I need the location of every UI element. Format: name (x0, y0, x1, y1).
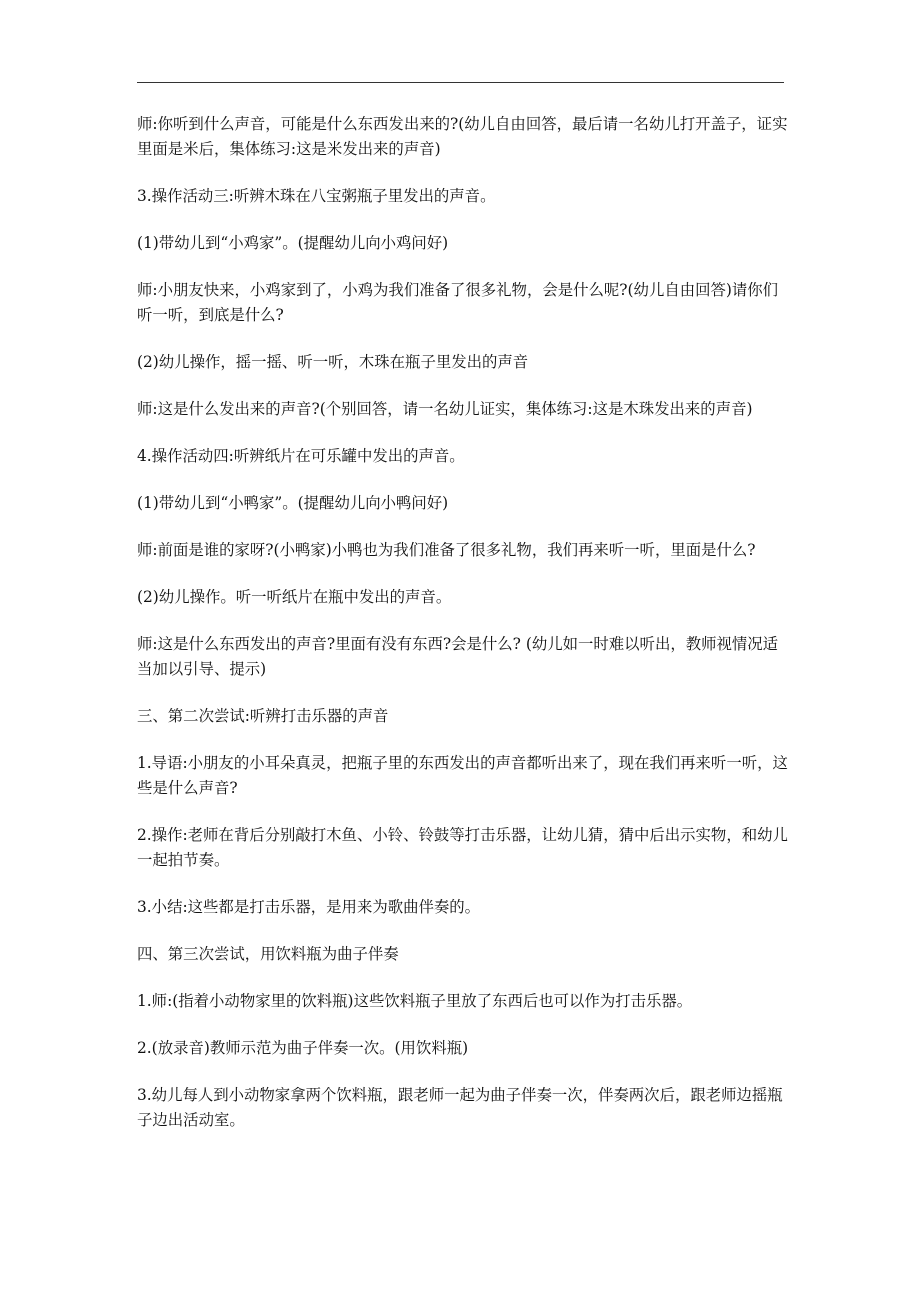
paragraph: 师:你听到什么声音，可能是什么东西发出来的?(幼儿自由回答，最后请一名幼儿打开盖子，证实里面是米后，集体练习:这是米发出来的声音) (137, 115, 788, 158)
paragraph: 2.操作:老师在背后分别敲打木鱼、小铃、铃鼓等打击乐器，让幼儿猜，猜中后出示实物，和幼儿一起拍节奏。 (137, 826, 788, 869)
paragraph: (2)幼儿操作，摇一摇、听一听，木珠在瓶子里发出的声音 (137, 353, 529, 371)
paragraph: 3.操作活动三:听辨木珠在八宝粥瓶子里发出的声音。 (137, 187, 496, 205)
header-rule (137, 82, 784, 83)
section-heading: 四、第三次尝试，用饮料瓶为曲子伴奏 (137, 945, 399, 963)
paragraph: 3.幼儿每人到小动物家拿两个饮料瓶，跟老师一起为曲子伴奏一次，伴奏两次后，跟老师边摇瓶子边出活动室。 (137, 1086, 783, 1129)
paragraph: 师:这是什么发出来的声音?(个别回答，请一名幼儿证实，集体练习:这是木珠发出来的声音) (137, 400, 753, 418)
paragraph: 师:前面是谁的家呀?(小鸭家)小鸭也为我们准备了很多礼物，我们再来听一听，里面是什么? (137, 541, 756, 559)
paragraph: (1)带幼儿到“小鸭家”。(提醒幼儿向小鸭问好) (137, 494, 449, 512)
paragraph: 3.小结:这些都是打击乐器，是用来为歌曲伴奏的。 (137, 898, 481, 916)
paragraph: 师:这是什么东西发出的声音?里面有没有东西?会是什么? (幼儿如一时难以听出，教师视情况适当加以引导、提示) (137, 635, 779, 678)
paragraph: 师:小朋友快来，小鸡家到了，小鸡为我们准备了很多礼物，会是什么呢?(幼儿自由回答)请你们听一听，到底是什么? (137, 281, 779, 324)
paragraph: 2.(放录音)教师示范为曲子伴奏一次。(用饮料瓶) (137, 1039, 469, 1057)
paragraph: (2)幼儿操作。听一听纸片在瓶中发出的声音。 (137, 588, 452, 606)
paragraph: 1.师:(指着小动物家里的饮料瓶)这些饮料瓶子里放了东西后也可以作为打击乐器。 (137, 992, 693, 1010)
paragraph: 1.导语:小朋友的小耳朵真灵，把瓶子里的东西发出的声音都听出来了，现在我们再来听一听，这些是什么声音? (137, 754, 788, 797)
paragraph: (1)带幼儿到“小鸡家”。(提醒幼儿向小鸡问好) (137, 234, 449, 252)
document-body (137, 112, 791, 1155)
section-heading: 三、第二次尝试:听辨打击乐器的声音 (137, 707, 389, 725)
paragraph: 4.操作活动四:听辨纸片在可乐罐中发出的声音。 (137, 447, 465, 465)
